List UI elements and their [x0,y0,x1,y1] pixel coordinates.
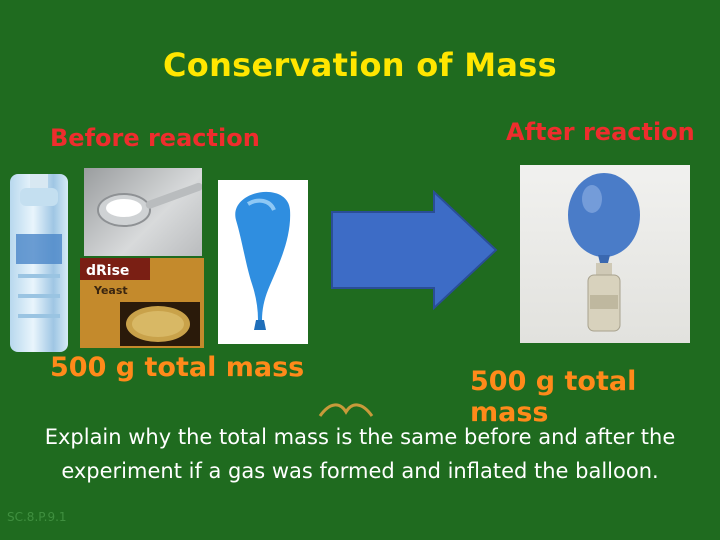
yeast-brand-text: dRise [86,263,130,279]
explanation-prompt: Explain why the total mass is the same before and after the experiment if a gas was formed and inflated the balloon. [44,425,676,483]
deflated-balloon-image [218,180,308,344]
right-arrow-icon [330,190,500,310]
slide-title: Conservation of Mass [163,46,557,84]
standard-code: SC.8.P.9.1 [7,510,67,524]
inflated-balloon-on-bottle-image [520,165,690,343]
before-total-mass: 500 g total mass [50,352,305,383]
yeast-sub-text: Yeast [94,284,128,297]
yeast-packet-image [80,258,204,348]
after-total-mass: 500 g total mass [470,366,637,428]
water-bottle-image [10,174,68,352]
after-reaction-label: After reaction [506,118,695,146]
decorative-flourish-icon [316,398,376,420]
spoon-of-sugar-image [84,168,202,256]
before-reaction-label: Before reaction [50,124,260,152]
